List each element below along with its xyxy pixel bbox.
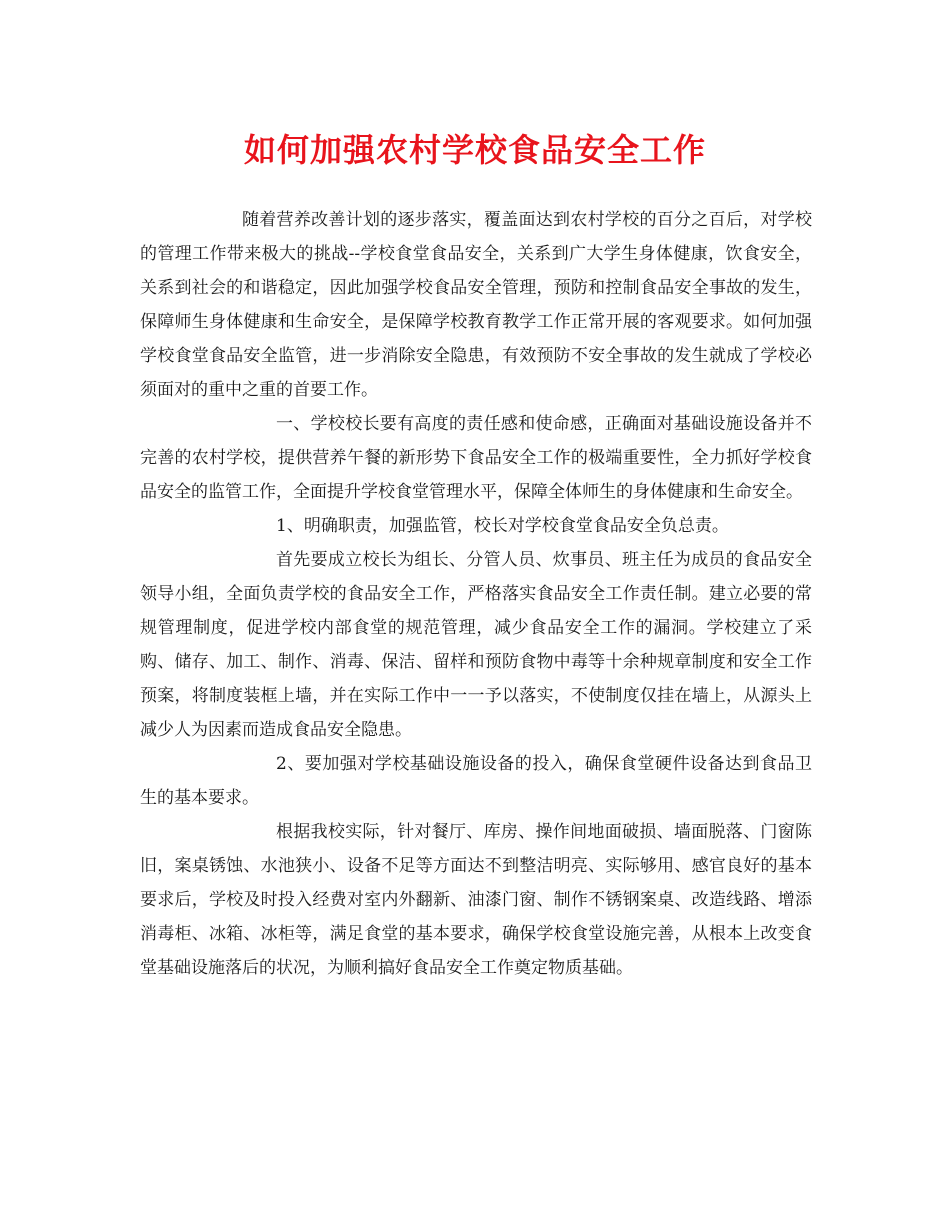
paragraph-intro: 随着营养改善计划的逐步落实，覆盖面达到农村学校的百分之百后，对学校的管理工作带来极大的挑战--学校食堂食品安全，关系到广大学生身体健康，饮食安全，关系到社会的和谐稳定，因此加强学校食品安全管理，预防和控制食品安全事故的发生，保障师生身体健康和生命安全，是保障学校教育教学工作正常开展的客观要求。如何加强学校食堂食品安全监管，进一步消除安全隐患，有效预防不安全事故的发生就成了学校必须面对的重中之重的首要工作。 — [140, 210, 812, 400]
paragraph-point-two-heading: 2、要加强对学校基础设施设备的投入，确保食堂硬件设备达到食品卫生的基本要求。 — [140, 754, 812, 808]
paragraph-point-one-heading: 1、明确职责，加强监管，校长对学校食堂食品安全负总责。 — [276, 516, 729, 536]
paragraph-point-two-body: 根据我校实际，针对餐厅、库房、操作间地面破损、墙面脱落、门窗陈旧，案桌锈蚀、水池狭小、设备不足等方面达不到整洁明亮、实际够用、感官良好的基本要求后，学校及时投入经费对室内外翻新、油漆门窗、制作不锈钢案桌、改造线路、增添消毒柜、冰箱、冰柜等，满足食堂的基本要求，确保学校食堂设施完善，从根本上改变食堂基础设施落后的状况，为顺利搞好食品安全工作奠定物质基础。 — [140, 822, 812, 978]
paragraph-point-one-body: 首先要成立校长为组长、分管人员、炊事员、班主任为成员的食品安全领导小组，全面负责学校的食品安全工作，严格落实食品安全工作责任制。建立必要的常规管理制度，促进学校内部食堂的规范管理，减少食品安全工作的漏洞。学校建立了采购、储存、加工、制作、消毒、保洁、留样和预防食物中毒等十余种规章制度和安全工作预案，将制度装框上墙，并在实际工作中一一予以落实，不使制度仅挂在墙上，从源头上减少人为因素而造成食品安全隐患。 — [140, 550, 812, 740]
document-title: 如何加强农村学校食品安全工作 — [243, 131, 706, 169]
paragraph-section-one: 一、学校校长要有高度的责任感和使命感，正确面对基础设施设备并不完善的农村学校，提供营养午餐的新形势下食品安全工作的极端重要性，全力抓好学校食品安全的监管工作，全面提升学校食堂管理水平，保障全体师生的身体健康和生命安全。 — [140, 414, 812, 502]
document-body — [140, 203, 812, 985]
